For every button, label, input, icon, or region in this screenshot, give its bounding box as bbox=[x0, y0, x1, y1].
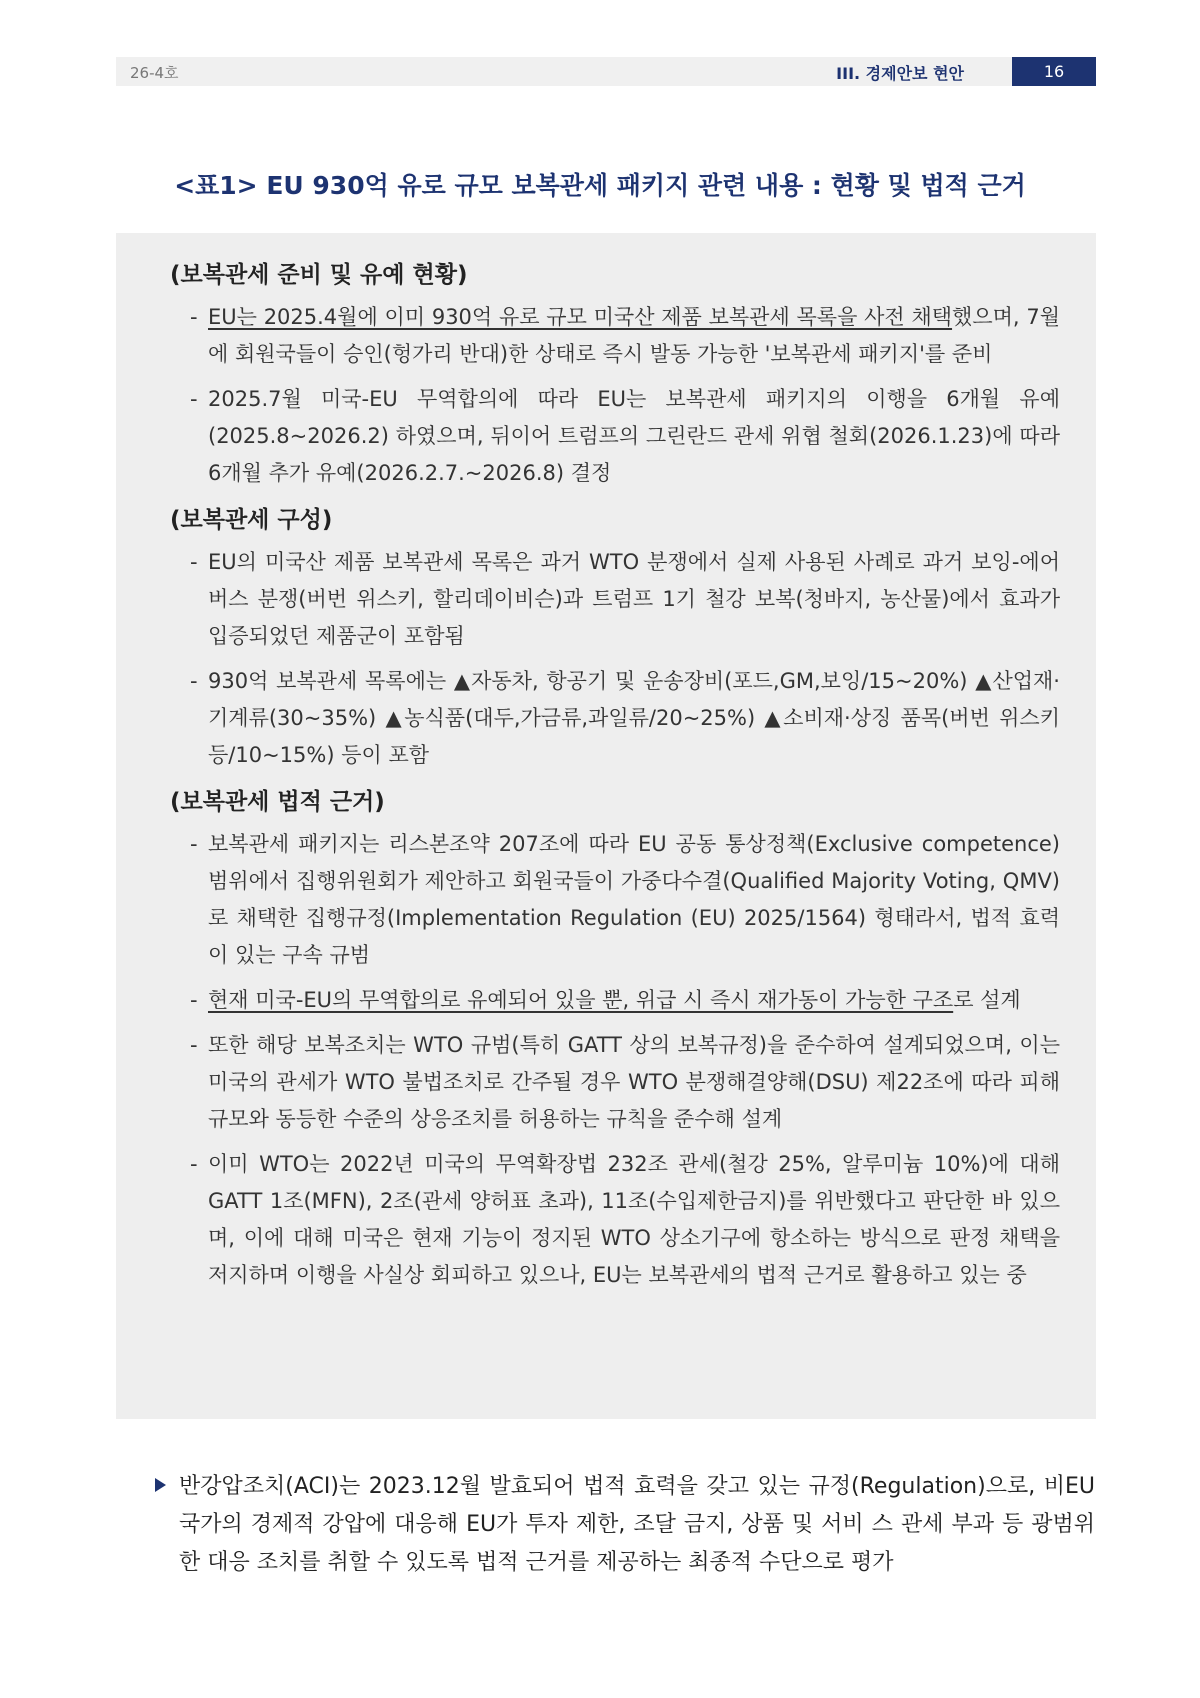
item-text: 했으며, 7월에 회원국들이 승인(헝가리 반대)한 상태로 즉시 발동 가능한 '보복관세 패키지'를 준비 bbox=[208, 305, 1060, 366]
dash-bullet: - bbox=[190, 832, 198, 856]
dash-bullet: - bbox=[190, 305, 198, 329]
item-text: 930억 보복관세 목록에는 ▲자동차, 항공기 및 운송장비(포드,GM,보잉/15~20%) ▲산업재·기계류(30~35%) ▲농식품(대두,가금류,과일류/20~25%) ▲소비재·상징 품목(버번 위스키 등/10~15%) 등이 포함 bbox=[208, 669, 1060, 767]
item-text: 로 설계 bbox=[953, 988, 1021, 1012]
item-text: 이미 WTO는 2022년 미국의 무역확장법 232조 관세(철강 25%, 알루미늄 10%)에 대해 GATT 1조(MFN), 2조(관세 양허표 초과), 11조(수입제한금지)를 위반했다고 판단한 바 있으며, 이에 대해 미국은 현재 기능이 정지된 WTO 상소기구에 항소하는 방식으로 판정 채택을 저지하며 이행을 사실상 회피하고 있으나, EU는 보복관세의 법적 근거로 활용하고 있는 중 bbox=[208, 1152, 1060, 1287]
page-number: 16 bbox=[1012, 57, 1096, 86]
section-title: III. 경제안보 현안 bbox=[836, 64, 964, 83]
dash-bullet: - bbox=[190, 1152, 198, 1176]
underlined-text: EU는 2025.4월에 이미 930억 유로 규모 미국산 제품 보복관세 목록을 사전 채택 bbox=[208, 305, 953, 329]
dash-bullet: - bbox=[190, 669, 198, 693]
list-item bbox=[170, 663, 1060, 774]
section-heading: (보복관세 구성) bbox=[170, 507, 333, 533]
summary-text: 반강압조치(ACI)는 2023.12월 발효되어 법적 효력을 갖고 있는 규정(Regulation)으로, 비EU 국가의 경제적 강압에 대응해 EU가 투자 제한, 조달 금지, 상품 및 서비 스 관세 부과 등 광범위한 대응 조치를 취할 수 있도록 법적 근거를 제공하는 최종적 수단으로 평가 bbox=[179, 1474, 1095, 1575]
list-item bbox=[170, 982, 1060, 1019]
list-item bbox=[170, 826, 1060, 974]
section-heading: (보복관세 준비 및 유예 현황) bbox=[170, 262, 468, 288]
dash-bullet: - bbox=[190, 550, 198, 574]
dash-bullet: - bbox=[190, 1033, 198, 1057]
item-text: 보복관세 패키지는 리스본조약 207조에 따라 EU 공동 통상정책(Exclusive competence) 범위에서 집행위원회가 제안하고 회원국들이 가중다수결(Qualified Majority Voting, QMV)로 채택한 집행규정(Implementation Regulation (EU) 2025/1564) 형태라서, 법적 효력이 있는 구속 규범 bbox=[208, 832, 1060, 967]
content-box-inner bbox=[170, 255, 1060, 1302]
list-item bbox=[170, 1146, 1060, 1294]
list-item bbox=[170, 544, 1060, 655]
dash-bullet: - bbox=[190, 988, 198, 1012]
content-box bbox=[116, 233, 1096, 1419]
bullet-triangle-icon bbox=[155, 1478, 166, 1492]
list-item bbox=[170, 1027, 1060, 1138]
page-header bbox=[116, 57, 1096, 86]
underlined-text: 현재 미국-EU의 무역합의로 유예되어 있을 뿐, 위급 시 즉시 재가동이 가능한 구조 bbox=[208, 988, 954, 1012]
dash-bullet: - bbox=[190, 387, 198, 411]
section-heading: (보복관세 법적 근거) bbox=[170, 789, 385, 815]
issue-number: 26-4호 bbox=[130, 64, 179, 82]
table-title: <표1> EU 930억 유로 규모 보복관세 패키지 관련 내용 : 현황 및 법적 근거 bbox=[174, 171, 1026, 200]
list-item bbox=[170, 381, 1060, 492]
item-text: EU의 미국산 제품 보복관세 목록은 과거 WTO 분쟁에서 실제 사용된 사례로 과거 보잉-에어버스 분쟁(버번 위스키, 할리데이비슨)과 트럼프 1기 철강 보복(청바지, 농산물)에서 효과가 입증되었던 제품군이 포함됨 bbox=[208, 550, 1060, 648]
item-text: 또한 해당 보복조치는 WTO 규범(특히 GATT 상의 보복규정)을 준수하여 설계되었으며, 이는 미국의 관세가 WTO 불법조치로 간주될 경우 WTO 분쟁해결양해(DSU) 제22조에 따라 피해규모와 동등한 수준의 상응조치를 허용하는 규칙을 준수해 설계 bbox=[208, 1033, 1060, 1131]
list-item bbox=[170, 299, 1060, 373]
summary-paragraph bbox=[155, 1468, 1095, 1582]
item-text: 2025.7월 미국-EU 무역합의에 따라 EU는 보복관세 패키지의 이행을 6개월 유예(2025.8~2026.2) 하였으며, 뒤이어 트럼프의 그린란드 관세 위협 철회(2026.1.23)에 따라 6개월 추가 유예(2026.2.7.~2026.8) 결정 bbox=[208, 387, 1060, 485]
